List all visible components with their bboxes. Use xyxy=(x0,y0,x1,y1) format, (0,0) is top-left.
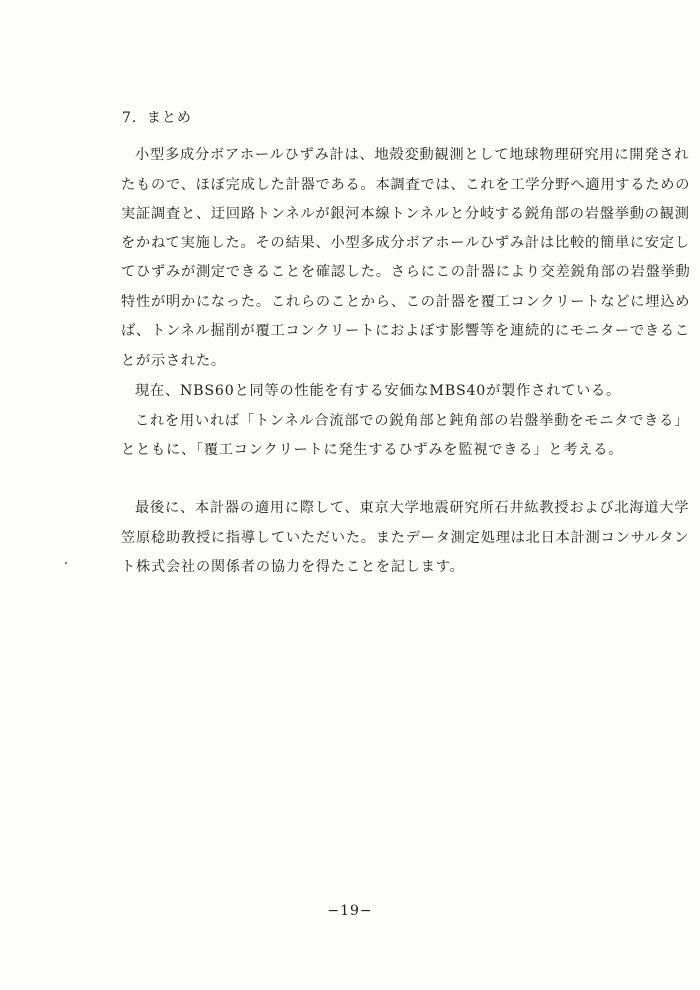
paragraph-4-line-3: ト株式会社の関係者の協力を得たことを記します。 xyxy=(121,559,465,575)
paragraph-4-line-1: 最後に、本計器の適用に際して、東京大学地震研究所石井紘教授および北海道大学 xyxy=(135,500,690,516)
paragraph-4-line-2: 笠原稔助教授に指導していただいた。またデータ測定処理は北日本計測コンサルタン xyxy=(121,530,690,546)
paragraph-1-line-5: てひずみが測定できることを確認した。さらにこの計器により交差鋭角部の岩盤挙動 xyxy=(121,264,691,280)
paragraph-1-line-7: ば、トンネル掘削が覆工コンクリートにおよぼす影響等を連続的にモニターできるこ xyxy=(121,323,690,339)
paragraph-1-line-3: 実証調査と、迂回路トンネルが銀河本線トンネルと分岐する鋭角部の岩盤挙動の観測 xyxy=(121,206,690,222)
paragraph-1-line-6: 特性が明かになった。これらのことから、この計器を覆工コンクリートなどに埋込め xyxy=(121,294,691,310)
scan-speck xyxy=(65,562,67,564)
paragraph-3-line-2: とともに、「覆工コンクリートに発生するひずみを監視できる」と考える。 xyxy=(121,442,624,458)
page-number: −19− xyxy=(327,903,373,919)
paragraph-1-line-2: たもので、ほぼ完成した計器である。本調査では、これを工学分野へ適用するための xyxy=(121,177,691,193)
paragraph-2-line-1: 現在、NBS60と同等の性能を有する安価なMBS40が製作されている。 xyxy=(135,383,622,399)
section-heading: 7．まとめ xyxy=(122,110,192,126)
paragraph-1-line-1: 小型多成分ボアホールひずみ計は、地殻変動観測として地球物理研究用に開発され xyxy=(135,147,690,163)
paragraph-1-line-4: をかねて実施した。その結果、小型多成分ボアホールひずみ計は比較的簡単に安定し xyxy=(121,235,690,251)
paragraph-3-line-1: これを用いれば「トンネル合流部での鋭角部と鈍角部の岩盤挙動をモニタできる」 xyxy=(135,413,690,429)
paragraph-1-line-8: とが示された。 xyxy=(121,353,226,369)
